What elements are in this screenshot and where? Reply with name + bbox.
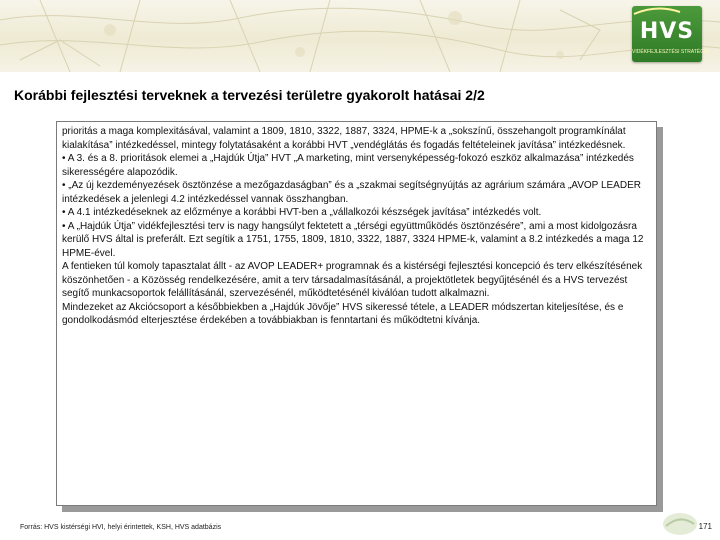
page-number: 171 xyxy=(698,522,712,531)
bullet-paragraph: • „Az új kezdeményezések ösztönzése a mezőgazdaságban” és a „szakmai segítségnyújtás az agrárium számára „AVOP LEADER intézkedések a jelenlegi 4.2 intézkedéssel vannak összhangban. xyxy=(62,180,641,205)
header-banner xyxy=(0,0,720,72)
logo-subtitle: VIDÉKFEJLESZTÉSI STRATÉGIA xyxy=(632,49,709,55)
bullet-paragraph: • A „Hajdúk Útja” vidékfejlesztési terv is nagy hangsúlyt fektetett a „térségi együttműködés ösztönzésére”, ami a most kidolgozásra kerülő HVS által is preferált. Ezt segítik a 1751, 1755, 1809, 1810, 3322, 1887, 3324 HPME-k, valamint a 8.2 intézkedés a maga 12 HPME-ével. xyxy=(62,220,644,259)
bullet-paragraph: • A 4.1 intézkedéseknek az előzménye a korábbi HVT-ben a „vállalkozói készségek javítása” intézkedés volt. xyxy=(62,207,542,218)
bullet-paragraph: • A 3. és a 8. prioritások elemei a „Hajdúk Útja” HVT „A marketing, mint versenyképesség-fokozó eszköz alkalmazása” intézkedés sikerességére alapozódik. xyxy=(62,153,634,178)
source-note: Forrás: HVS kistérségi HVI, helyi érintettek, KSH, HVS adatbázis xyxy=(20,524,222,531)
content-box xyxy=(56,121,657,506)
logo-swoosh-icon xyxy=(632,6,682,16)
paragraph: A fentieken túl komoly tapasztalat állt - az AVOP LEADER+ programnak és a kistérségi fejlesztési koncepció és terv elkészítésének köszönhetően - a Közösség rendelkezésére, amit a terv társadalmasításánál, a projektötletek begyűjtésénél és a HVS tervezést segítő munkacsoportok felállításánál, szervezésénél, működtetésénél kiválóan tudott alkalmazni. xyxy=(62,261,643,299)
paragraph: Mindezeket az Akciócsoport a későbbiekben a „Hajdúk Jövője” HVS sikeressé tétele, a LEADER módszertan kiteljesítése, és e gondolkodásmód elterjesztése érdekében a továbbiakban is fenntartani és működtetni kívánja. xyxy=(62,301,624,326)
hvs-logo xyxy=(632,6,709,62)
paragraph: prioritás a maga komplexitásával, valamint a 1809, 1810, 3322, 1887, 3324, HPME-k a „sokszínű, összehangolt programkínálat kialakítása” intézkedéssel, mintegy folytatásaként a korábbi HVT „vendéglátás és fogadás feltételeinek javítása” intézkedésnek. xyxy=(62,126,626,151)
decorative-map-graphic xyxy=(0,0,720,72)
logo-text: HVS xyxy=(639,19,695,44)
page-title: Korábbi fejlesztési terveknek a tervezési területre gyakorolt hatásai 2/2 xyxy=(14,87,485,103)
